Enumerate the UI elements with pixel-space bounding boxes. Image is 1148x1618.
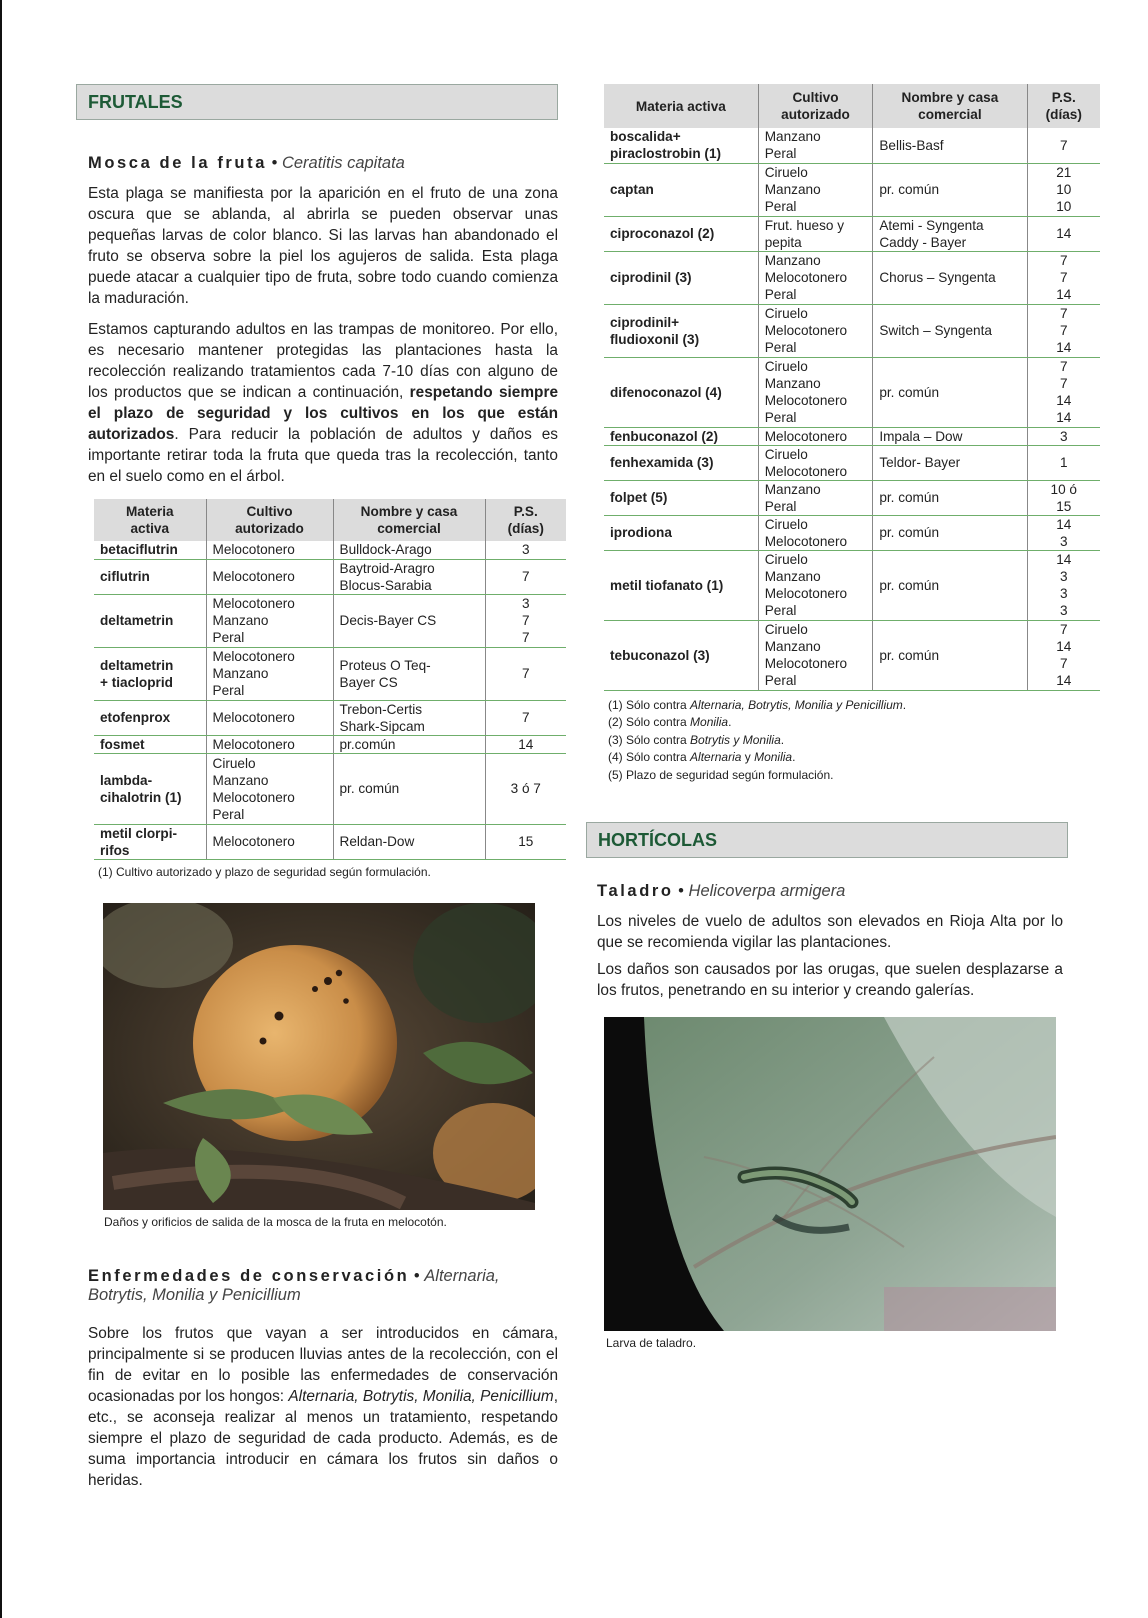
pest-name: Mosca de la fruta bbox=[88, 154, 267, 172]
table-row bbox=[94, 824, 566, 859]
table-row bbox=[604, 445, 1100, 480]
cell-cultivo: Manzano Peral bbox=[758, 480, 873, 515]
cell-ps: 7 7 14 bbox=[1027, 251, 1100, 304]
cell-cultivo: Melocotonero bbox=[206, 700, 333, 735]
table-row bbox=[604, 427, 1100, 445]
cell-nombre: Decis-Bayer CS bbox=[333, 594, 485, 647]
cell-materia-activa: metil tiofanato (1) bbox=[604, 550, 758, 620]
cell-ps: 3 bbox=[1027, 427, 1100, 445]
cell-materia-activa: difenoconazol (4) bbox=[604, 357, 758, 427]
table-row bbox=[604, 251, 1100, 304]
paragraph-bold-text: respetando siempre el plazo de seguridad y los cultivos en los que están autorizados bbox=[88, 384, 559, 443]
cell-nombre: Reldan-Dow bbox=[333, 824, 485, 859]
cell-nombre: pr. común bbox=[873, 163, 1027, 216]
paragraph bbox=[88, 319, 558, 487]
footnote-text: (5) Plazo de seguridad según formulación. bbox=[608, 767, 834, 782]
cell-cultivo: Melocotonero bbox=[206, 824, 333, 859]
table-row bbox=[604, 163, 1100, 216]
cell-cultivo: Ciruelo Melocotonero bbox=[758, 515, 873, 550]
cell-ps: 15 bbox=[485, 824, 566, 859]
cell-ps: 10 ó 15 bbox=[1027, 480, 1100, 515]
cell-cultivo: Manzano Melocotonero Peral bbox=[758, 251, 873, 304]
page-left-border bbox=[0, 0, 2, 1618]
cell-ps: 7 bbox=[485, 559, 566, 594]
cell-materia-activa: boscalida+ piraclostrobin (1) bbox=[604, 128, 758, 163]
cell-ps: 7 7 14 bbox=[1027, 304, 1100, 357]
cell-cultivo: Melocotonero bbox=[206, 559, 333, 594]
col-header-ps: P.S. (días) bbox=[485, 499, 566, 541]
pest-scientific-name: Helicoverpa armigera bbox=[688, 882, 846, 900]
table-row bbox=[604, 128, 1100, 163]
footnote-text: Alternaria, Botrytis, Monilia y Penicillium bbox=[690, 697, 903, 712]
cell-nombre: Impala – Dow bbox=[873, 427, 1027, 445]
cell-materia-activa: metil clorpi- rifos bbox=[94, 824, 206, 859]
peach-illustration bbox=[103, 903, 535, 1210]
footnote bbox=[608, 749, 1100, 767]
cell-materia-activa: ciprodinil+ fludioxonil (3) bbox=[604, 304, 758, 357]
table-row bbox=[604, 620, 1100, 690]
photo-caption: Daños y orificios de salida de la mosca de la fruta en melocotón. bbox=[104, 1215, 447, 1229]
cell-nombre: pr. común bbox=[873, 515, 1027, 550]
paragraph-italic-text: Alternaria, Botrytis, Monilia, Penicillium bbox=[288, 1388, 554, 1405]
cell-cultivo: Ciruelo Manzano Peral bbox=[758, 163, 873, 216]
table-row bbox=[94, 594, 566, 647]
footnote bbox=[608, 697, 1100, 715]
cell-nombre: Baytroid-Aragro Blocus-Sarabia bbox=[333, 559, 485, 594]
cell-ps: 1 bbox=[1027, 445, 1100, 480]
table-row bbox=[94, 541, 566, 559]
footnote-text: (4) Sólo contra bbox=[608, 750, 691, 764]
cell-materia-activa: betaciflutrin bbox=[94, 541, 206, 559]
footnote-text: . bbox=[780, 732, 785, 747]
cell-cultivo: Manzano Peral bbox=[758, 128, 873, 163]
table-row bbox=[604, 550, 1100, 620]
table-row bbox=[94, 753, 566, 824]
cell-ps: 7 bbox=[485, 647, 566, 700]
pest-title-mosca bbox=[88, 154, 558, 173]
cell-nombre: pr. común bbox=[873, 620, 1027, 690]
table-row bbox=[94, 559, 566, 594]
cell-cultivo: Ciruelo Manzano Melocotonero Peral bbox=[758, 357, 873, 427]
fungicide-footnotes bbox=[604, 697, 1100, 785]
cell-nombre: Atemi - Syngenta Caddy - Bayer bbox=[873, 216, 1027, 251]
cell-nombre: pr. común bbox=[873, 357, 1027, 427]
cell-cultivo: Melocotonero bbox=[206, 735, 333, 753]
cell-ps: 14 bbox=[1027, 216, 1100, 251]
footnote bbox=[608, 767, 1100, 785]
cell-ps: 7 bbox=[1027, 128, 1100, 163]
cell-ps: 3 bbox=[485, 541, 566, 559]
cell-cultivo: Melocotonero Manzano Peral bbox=[206, 594, 333, 647]
title-separator: • bbox=[413, 1267, 420, 1285]
col-header-materia: Materia activa bbox=[94, 499, 206, 541]
footnote-text: (3) Sólo contra bbox=[608, 732, 691, 747]
pest-name: Taladro bbox=[597, 882, 674, 900]
title-separator: • bbox=[678, 882, 684, 900]
cell-nombre: Chorus – Syngenta bbox=[873, 251, 1027, 304]
table-row bbox=[94, 735, 566, 753]
footnote-text: Monilia bbox=[690, 715, 729, 729]
peach-photo bbox=[103, 903, 535, 1210]
footnote-text: Alternaria bbox=[690, 750, 742, 764]
cell-ps: 3 7 7 bbox=[485, 594, 566, 647]
cell-nombre: Bellis-Basf bbox=[873, 128, 1027, 163]
paragraph-text: . Para reducir la población de adultos y daños es importante retirar toda la fruta que queda tras la recolección, tanto en el suelo como en el árbol. bbox=[88, 426, 558, 485]
left-column bbox=[76, 84, 558, 1491]
table-row bbox=[604, 480, 1100, 515]
footnote-text: Botrytis y Monilia bbox=[690, 732, 781, 747]
paragraph bbox=[88, 1323, 558, 1491]
cell-materia-activa: iprodiona bbox=[604, 515, 758, 550]
footnote-text: . bbox=[902, 697, 907, 712]
cell-ps: 14 bbox=[485, 735, 566, 753]
section-header-frutales: FRUTALES bbox=[76, 84, 558, 120]
col-header-materia: Materia activa bbox=[604, 84, 758, 128]
table-row bbox=[94, 700, 566, 735]
col-header-ps: P.S. (días) bbox=[1027, 84, 1100, 128]
cell-ps: 14 3 3 3 bbox=[1027, 550, 1100, 620]
table-footnote: (1) Cultivo autorizado y plazo de seguridad según formulación. bbox=[98, 864, 431, 879]
col-header-cultivo: Cultivo autorizado bbox=[206, 499, 333, 541]
paragraph-text: , etc., se aconseja realizar al menos un tratamiento, respetando siempre el plazo de seguridad de cada producto. Además, es de suma importancia introducir en cámara los frutos sin daños o heridas. bbox=[88, 1388, 558, 1489]
footnote-text: (2) Sólo contra bbox=[608, 715, 691, 729]
cell-materia-activa: etofenprox bbox=[94, 700, 206, 735]
footnote-text: . bbox=[728, 715, 732, 729]
cell-nombre: Trebon-Certis Shark-Sipcam bbox=[333, 700, 485, 735]
cell-nombre: pr. común bbox=[873, 480, 1027, 515]
cell-cultivo: Melocotonero bbox=[758, 427, 873, 445]
table-row bbox=[604, 357, 1100, 427]
col-header-nombre: Nombre y casa comercial bbox=[873, 84, 1027, 128]
cell-ps: 7 bbox=[485, 700, 566, 735]
cell-materia-activa: tebuconazol (3) bbox=[604, 620, 758, 690]
cell-cultivo: Melocotonero Manzano Peral bbox=[206, 647, 333, 700]
cell-materia-activa: folpet (5) bbox=[604, 480, 758, 515]
cell-ps: 7 14 7 14 bbox=[1027, 620, 1100, 690]
title-separator: • bbox=[271, 154, 278, 172]
pest-title-taladro bbox=[597, 882, 1100, 901]
cell-materia-activa: ciprodinil (3) bbox=[604, 251, 758, 304]
cell-cultivo: Ciruelo Manzano Melocotonero Peral bbox=[206, 753, 333, 824]
footnote-text: (1) Sólo contra bbox=[608, 697, 691, 712]
cell-ps: 3 ó 7 bbox=[485, 753, 566, 824]
table-row bbox=[604, 515, 1100, 550]
footnote-text: Monilia bbox=[754, 750, 793, 764]
cell-cultivo: Ciruelo Manzano Melocotonero Peral bbox=[758, 550, 873, 620]
cell-nombre: pr. común bbox=[873, 550, 1027, 620]
cell-cultivo: Melocotonero bbox=[206, 541, 333, 559]
cell-ps: 21 10 10 bbox=[1027, 163, 1100, 216]
paragraph: Los daños son causados por las orugas, que suelen desplazarse a los frutos, penetrando en su interior y creando galerías. bbox=[597, 961, 1063, 999]
cell-nombre: pr. común bbox=[333, 753, 485, 824]
paragraph-text: Estamos capturando adultos en las trampas de monitoreo. Por ello, es necesario mantener protegidas las plantaciones hasta la recolección realizando tratamientos cada 7-10 días con alguno de los productos que se indican a continuación, bbox=[88, 321, 558, 401]
cell-cultivo: Ciruelo Manzano Melocotonero Peral bbox=[758, 620, 873, 690]
larva-photo bbox=[604, 1017, 1056, 1331]
paragraph: Los niveles de vuelo de adultos son elevados en Rioja Alta por lo que se recomienda vigilar las plantaciones. bbox=[597, 913, 1063, 951]
cell-nombre: pr.común bbox=[333, 735, 485, 753]
paragraph-text: Sobre los frutos que vayan a ser introducidos en cámara, principalmente si se producen lluvias antes de la recolección, con el fin de evitar en lo posible las enfermedades de conservación ocasionadas por los hongos: bbox=[88, 1325, 558, 1405]
cell-nombre: Bulldock-Arago bbox=[333, 541, 485, 559]
cell-materia-activa: captan bbox=[604, 163, 758, 216]
cell-cultivo: Frut. hueso y pepita bbox=[758, 216, 873, 251]
photo-caption: Larva de taladro. bbox=[606, 1336, 697, 1350]
table-row bbox=[94, 647, 566, 700]
pest-name: Enfermedades de conservación bbox=[88, 1267, 410, 1285]
cell-materia-activa: fenhexamida (3) bbox=[604, 445, 758, 480]
cell-materia-activa: lambda- cihalotrin (1) bbox=[94, 753, 206, 824]
paragraph: Esta plaga se manifiesta por la aparición en el fruto de una zona oscura que se ablanda, al abrirla se pueden observar unas pequeñas larvas de color blanco. Si las larvas han abandonado el fruto se observa sobre la piel los agujeros de salida. Esta plaga puede atacar a cualquier tipo de fruta, sobre todo cuando comienza la maduración. bbox=[88, 185, 558, 307]
cell-materia-activa: deltametrin + tiacloprid bbox=[94, 647, 206, 700]
footnote bbox=[608, 732, 1100, 750]
table-row bbox=[604, 216, 1100, 251]
col-header-cultivo: Cultivo autorizado bbox=[758, 84, 873, 128]
cell-cultivo: Ciruelo Melocotonero Peral bbox=[758, 304, 873, 357]
section-header-horticolas: HORTÍCOLAS bbox=[586, 822, 1068, 858]
footnote bbox=[608, 714, 1100, 732]
cell-materia-activa: ciproconazol (2) bbox=[604, 216, 758, 251]
pest-title-enfermedades bbox=[88, 1267, 558, 1305]
cell-nombre: Switch – Syngenta bbox=[873, 304, 1027, 357]
cell-materia-activa: fenbuconazol (2) bbox=[604, 427, 758, 445]
cell-nombre: Teldor- Bayer bbox=[873, 445, 1027, 480]
col-header-nombre: Nombre y casa comercial bbox=[333, 499, 485, 541]
pest-scientific-name: Alternaria, Botrytis, Monilia y Penicillium bbox=[88, 1267, 500, 1304]
cell-ps: 14 3 bbox=[1027, 515, 1100, 550]
pest-scientific-name: Ceratitis capitata bbox=[281, 154, 405, 172]
fungicide-table bbox=[604, 84, 1100, 691]
insecticide-table bbox=[94, 499, 566, 860]
cell-cultivo: Ciruelo Melocotonero bbox=[758, 445, 873, 480]
footnote-text: y bbox=[741, 750, 755, 764]
cell-materia-activa: deltametrin bbox=[94, 594, 206, 647]
cell-nombre: Proteus O Teq- Bayer CS bbox=[333, 647, 485, 700]
cell-materia-activa: ciflutrin bbox=[94, 559, 206, 594]
table-row bbox=[604, 304, 1100, 357]
larva-illustration bbox=[604, 1017, 1056, 1331]
right-column bbox=[597, 84, 1100, 1350]
cell-ps: 7 7 14 14 bbox=[1027, 357, 1100, 427]
footnote-text: . bbox=[792, 750, 796, 764]
cell-materia-activa: fosmet bbox=[94, 735, 206, 753]
